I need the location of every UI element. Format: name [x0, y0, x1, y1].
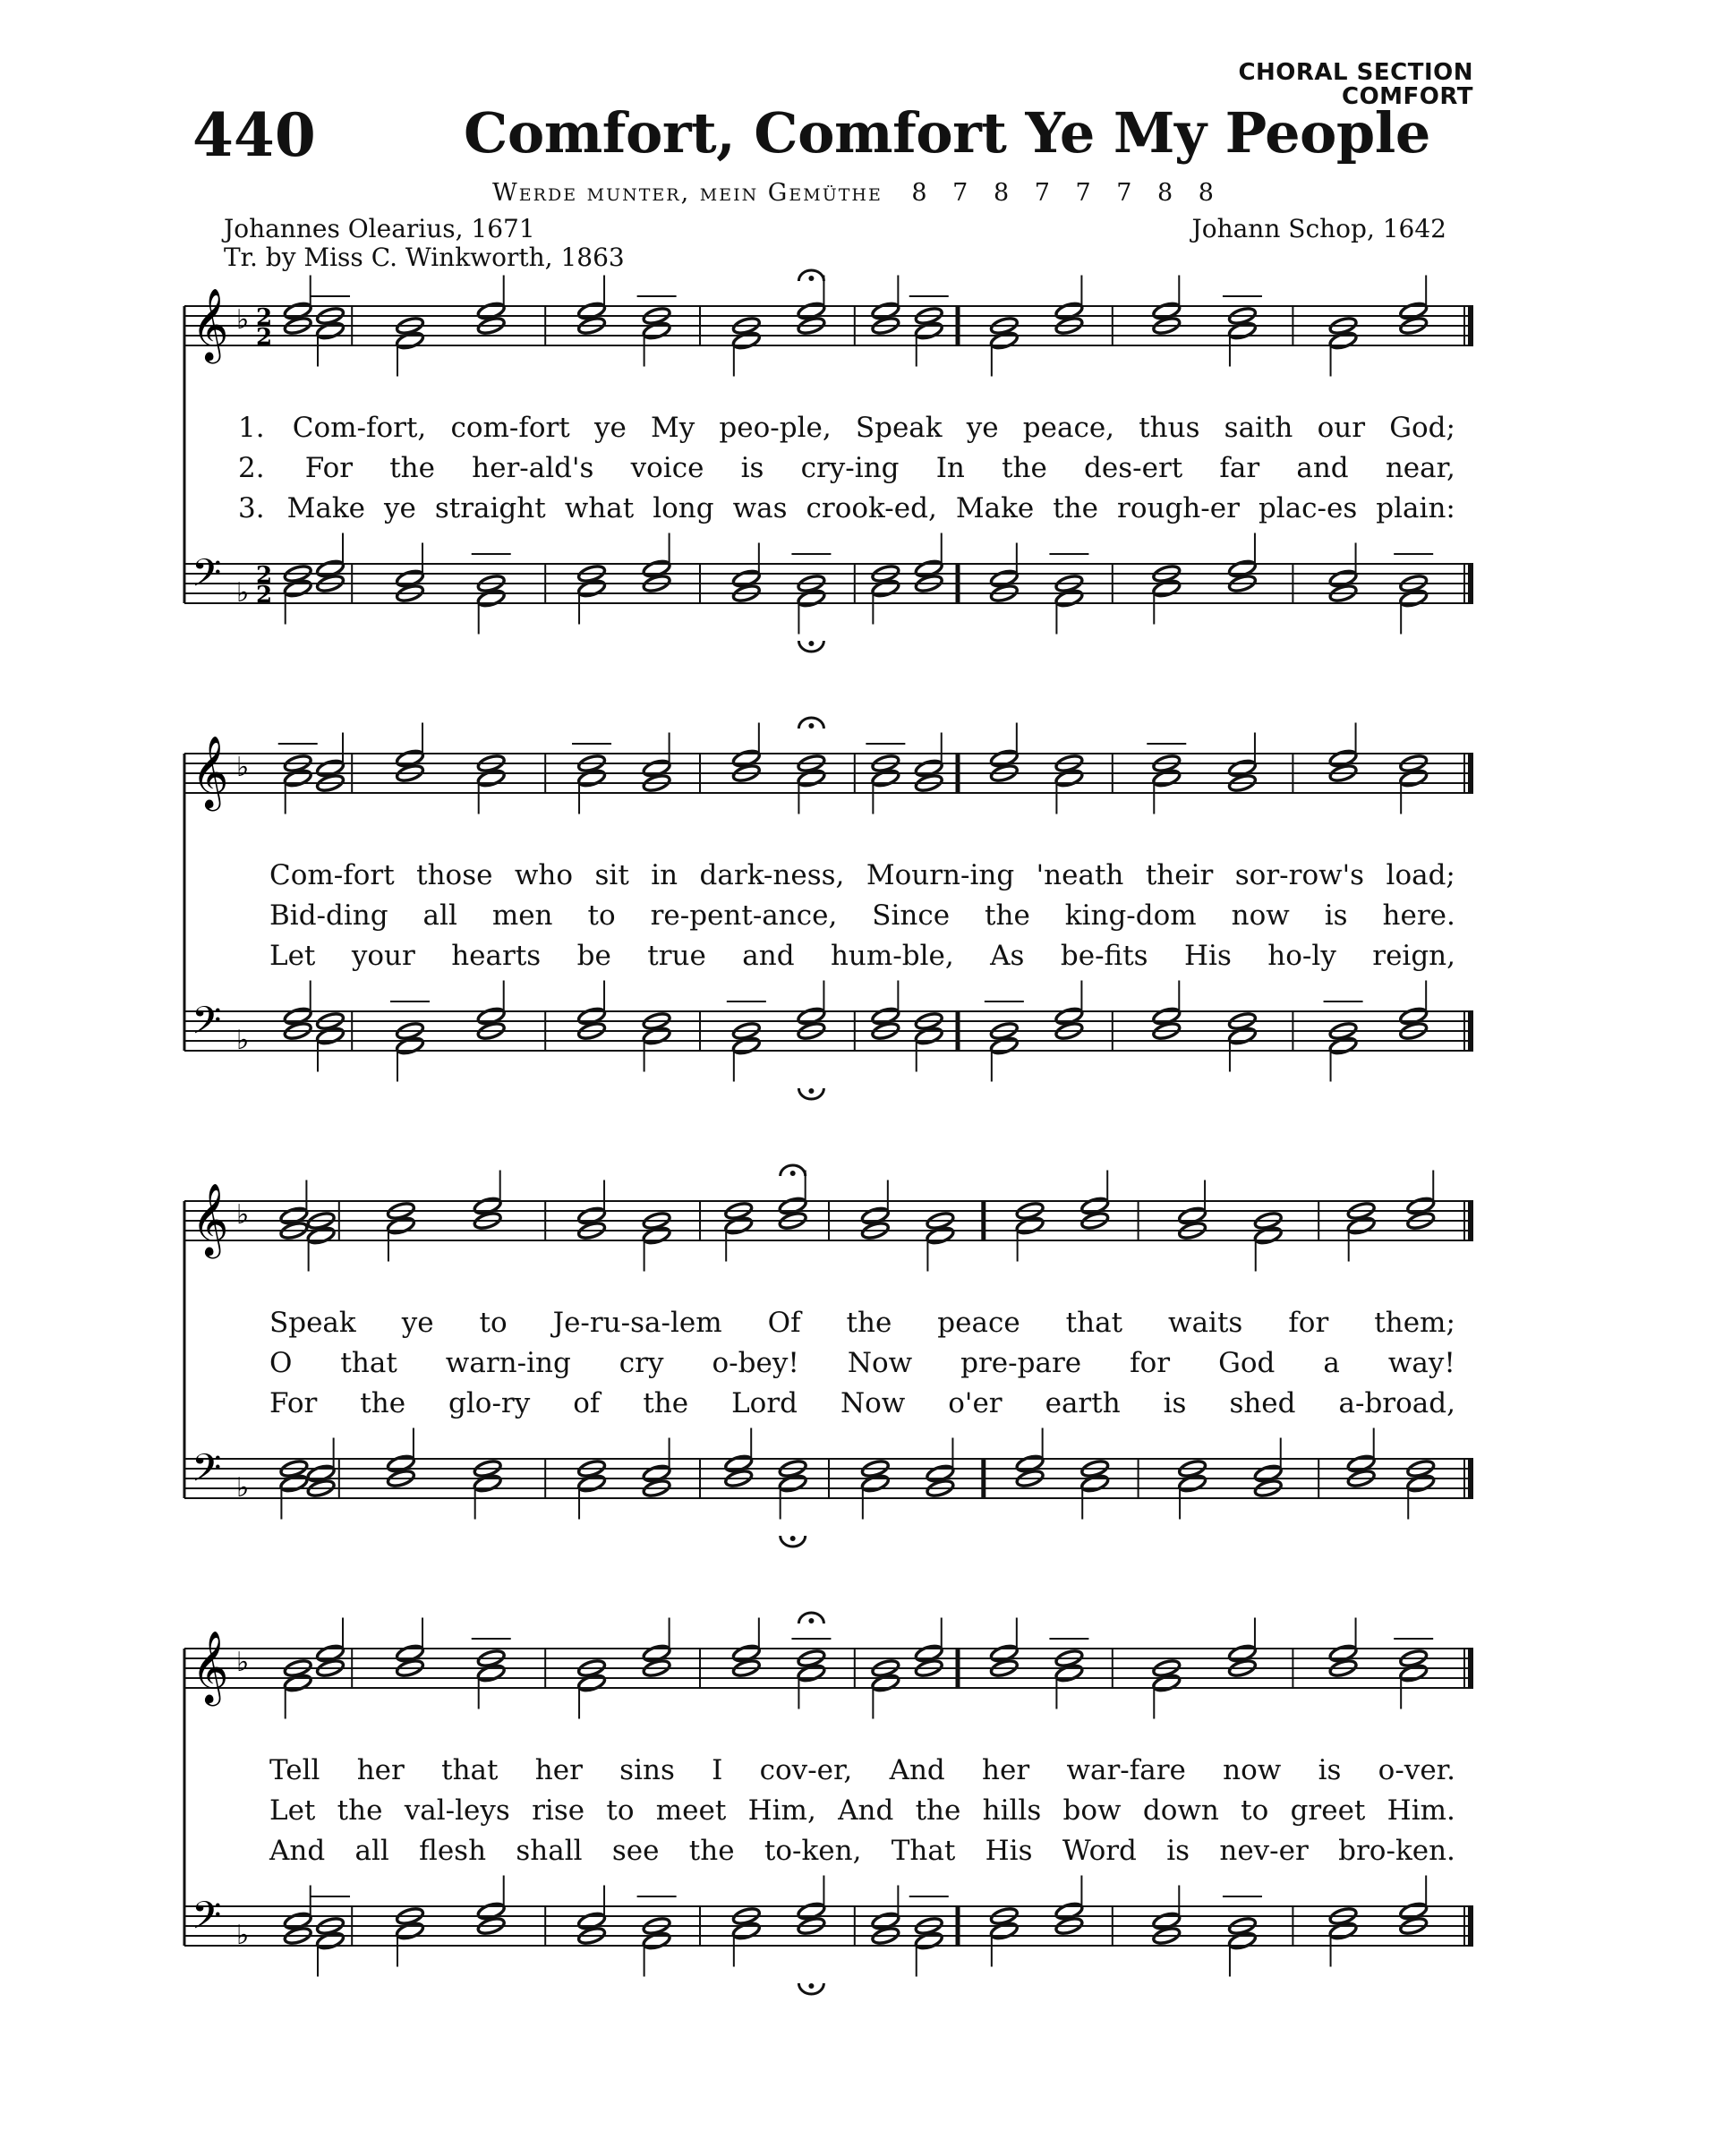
lyric-syllable: And: [838, 1794, 894, 1827]
lyric-syllable: the: [1053, 492, 1098, 524]
treble-clef: 𝄞: [192, 287, 229, 361]
lyric-syllable: for: [1130, 1347, 1171, 1379]
lyric-syllable: the: [643, 1387, 689, 1419]
lyric-syllable: earth: [1045, 1387, 1121, 1419]
bass-staff: [184, 1876, 1473, 1995]
lyric-syllable: Lord: [731, 1387, 798, 1419]
lyric-syllable: be-fits: [1060, 940, 1148, 972]
meter: 8 7 8 7 7 7 8 8: [911, 179, 1223, 207]
fermata-dot: [808, 1983, 814, 1989]
lyric-line: [184, 1794, 1473, 1835]
lyric-syllable: Mourn-ing: [866, 859, 1015, 891]
lyric-syllable: be: [576, 940, 611, 972]
lyric-syllable: your: [351, 940, 415, 972]
lyrics-block: [184, 1754, 1473, 1875]
treble-staff: [184, 1165, 1473, 1272]
lyric-syllable: to-ken,: [764, 1835, 862, 1867]
lyric-syllable: In: [935, 452, 965, 484]
author-credit: Johannes Olearius, 1671: [224, 214, 535, 243]
lyric-syllable: cry: [619, 1347, 664, 1379]
treble-staff: [184, 718, 1473, 814]
lyric-syllable: to: [606, 1794, 635, 1827]
lyric-syllable: waits: [1168, 1307, 1243, 1339]
treble-clef: 𝄞: [192, 1630, 229, 1703]
lyric-syllable: plac-es: [1258, 492, 1358, 524]
lyric-syllable: that: [340, 1347, 397, 1379]
lyric-syllable: her-ald's: [472, 452, 594, 484]
lyric-syllable: com-fort: [450, 412, 570, 444]
lyric-syllable: O: [269, 1347, 293, 1379]
lyric-syllable: Now: [840, 1387, 906, 1419]
lyric-syllable: peace,: [1022, 412, 1115, 444]
lyric-syllable: the: [688, 1835, 735, 1867]
hymn-number: 440: [192, 100, 316, 170]
lyric-line: [184, 412, 1473, 452]
lyric-syllable: a: [1323, 1347, 1340, 1379]
lyric-syllable: peo-ple,: [719, 412, 832, 444]
hymn-title: Comfort, Comfort Ye My People: [464, 100, 1430, 166]
lyric-syllable: our: [1317, 412, 1366, 444]
lyric-syllable: Word: [1062, 1835, 1137, 1867]
lyric-syllable: saith: [1224, 412, 1293, 444]
lyric-line: [184, 940, 1473, 980]
lyric-syllable: and: [1296, 452, 1349, 484]
lyric-syllable: Since: [872, 899, 951, 932]
lyric-line: [184, 492, 1473, 533]
lyric-syllable: Speak: [855, 412, 943, 444]
lyric-line: [184, 1347, 1473, 1387]
treble-clef: 𝄞: [192, 735, 229, 808]
lyric-syllable: Him.: [1387, 1794, 1455, 1827]
verse-number: 3.: [238, 492, 265, 524]
treble-staff: [184, 1613, 1473, 1719]
lyric-syllable: warn-ing: [445, 1347, 571, 1379]
lyric-syllable: long: [653, 492, 714, 524]
lyric-syllable: thus: [1139, 412, 1200, 444]
bass-staff: [184, 1428, 1473, 1547]
treble-staff: [184, 270, 1473, 377]
bass-staff: [184, 981, 1473, 1100]
key-signature-flat: ♭: [236, 1199, 250, 1231]
lyric-syllable: 'neath: [1036, 859, 1124, 891]
lyric-syllable: her: [356, 1754, 405, 1786]
bass-staff: [184, 533, 1473, 652]
lyric-syllable: His: [985, 1835, 1033, 1867]
lyric-syllable: des-ert: [1084, 452, 1183, 484]
lyric-syllable: who: [514, 859, 574, 891]
lyric-syllable: the: [985, 899, 1030, 932]
lyric-syllable: o'er: [948, 1387, 1003, 1419]
fermata-dot: [790, 1536, 796, 1541]
lyric-syllable: Tell: [269, 1754, 320, 1786]
lyric-syllable: Com-fort,: [292, 412, 427, 444]
fermata-dot: [808, 1618, 814, 1623]
lyric-syllable: Com-fort: [269, 859, 395, 891]
treble-clef: 𝄞: [192, 1182, 229, 1256]
fermata-dot: [808, 723, 814, 729]
lyric-syllable: Of: [767, 1307, 801, 1339]
key-signature-flat: ♭: [236, 1472, 250, 1504]
verse-number: 2.: [238, 452, 265, 484]
lyric-syllable: dark-ness,: [699, 859, 845, 891]
lyric-syllable: pre-pare: [960, 1347, 1082, 1379]
lyric-syllable: sins: [619, 1754, 675, 1786]
key-signature-flat: ♭: [236, 1025, 250, 1056]
fermata-dot: [808, 276, 814, 281]
lyric-syllable: flesh: [419, 1835, 487, 1867]
lyric-syllable: God: [1218, 1347, 1276, 1379]
lyric-syllable: her: [534, 1754, 583, 1786]
lyric-syllable: king-dom: [1064, 899, 1197, 932]
lyric-syllable: Bid-ding: [269, 899, 388, 932]
lyrics-block: [184, 1307, 1473, 1427]
lyric-line: [184, 452, 1473, 492]
lyric-line: [184, 1387, 1473, 1427]
lyric-syllable: the: [360, 1387, 406, 1419]
lyric-syllable: plain:: [1376, 492, 1455, 524]
lyric-syllable: ho-ly: [1267, 940, 1336, 972]
text-credits: [224, 215, 625, 272]
lyrics-block: [184, 412, 1473, 533]
lyric-syllable: shed: [1229, 1387, 1296, 1419]
lyric-syllable: the: [337, 1794, 383, 1827]
lyric-syllable: load;: [1386, 859, 1455, 891]
lyric-syllable: That: [891, 1835, 956, 1867]
lyric-syllable: was: [732, 492, 788, 524]
lyric-syllable: down: [1142, 1794, 1219, 1827]
lyric-syllable: Let: [269, 940, 316, 972]
lyric-syllable: rise: [532, 1794, 585, 1827]
key-signature-flat: ♭: [236, 304, 250, 336]
lyric-syllable: what: [564, 492, 635, 524]
lyric-syllable: is: [1163, 1387, 1187, 1419]
lyric-syllable: Je-ru-sa-lem: [552, 1307, 722, 1339]
lyric-line: [184, 1754, 1473, 1794]
lyric-syllable: a-broad,: [1338, 1387, 1455, 1419]
lyric-syllable: bow: [1062, 1794, 1122, 1827]
lyric-syllable: straight: [434, 492, 546, 524]
lyric-syllable: As: [990, 940, 1025, 972]
lyric-syllable: rough-er: [1117, 492, 1240, 524]
lyric-syllable: hum-ble,: [830, 940, 954, 972]
lyric-syllable: For: [269, 1387, 318, 1419]
lyric-syllable: shall: [516, 1835, 583, 1867]
lyric-syllable: far: [1219, 452, 1260, 484]
lyric-syllable: of: [573, 1387, 601, 1419]
time-signature-bottom: 2: [256, 582, 273, 609]
lyric-syllable: and: [742, 940, 795, 972]
verse-number: 1.: [238, 412, 265, 444]
lyric-syllable: val-leys: [404, 1794, 510, 1827]
lyric-syllable: cov-er,: [759, 1754, 853, 1786]
lyric-syllable: the: [389, 452, 435, 484]
lyric-syllable: Speak: [269, 1307, 356, 1339]
lyric-syllable: those: [416, 859, 493, 891]
lyric-syllable: her: [982, 1754, 1030, 1786]
time-signature-top: 2: [256, 562, 273, 589]
lyric-syllable: I: [712, 1754, 723, 1786]
time-signature-top: 2: [256, 304, 273, 331]
lyric-syllable: ye: [401, 1307, 434, 1339]
bass-clef: 𝄢: [192, 1894, 222, 1947]
tune-line: [0, 179, 1715, 207]
lyric-syllable: reign,: [1372, 940, 1455, 972]
lyric-syllable: bro-ken.: [1338, 1835, 1455, 1867]
lyric-syllable: that: [441, 1754, 499, 1786]
lyric-line: [184, 1835, 1473, 1875]
lyric-syllable: to: [479, 1307, 508, 1339]
lyric-syllable: war-fare: [1066, 1754, 1186, 1786]
lyric-syllable: true: [647, 940, 706, 972]
key-signature-flat: ♭: [236, 1920, 250, 1951]
lyric-syllable: voice: [630, 452, 704, 484]
lyric-syllable: And: [889, 1754, 945, 1786]
lyric-syllable: is: [740, 452, 764, 484]
lyric-syllable: now: [1223, 1754, 1282, 1786]
lyric-syllable: ye: [383, 492, 416, 524]
lyric-syllable: God;: [1389, 412, 1455, 444]
tune-name: Werde munter, mein Gemüthe: [492, 179, 883, 207]
bass-clef: 𝄢: [192, 1446, 222, 1500]
lyric-syllable: is: [1166, 1835, 1190, 1867]
lyric-syllable: For: [304, 452, 354, 484]
lyric-syllable: to: [1241, 1794, 1269, 1827]
lyric-syllable: glo-ry: [448, 1387, 531, 1419]
lyric-syllable: re-pent-ance,: [650, 899, 838, 932]
lyric-syllable: the: [1002, 452, 1047, 484]
fermata-dot: [808, 641, 814, 646]
translator-credit: Tr. by Miss C. Winkworth, 1863: [224, 243, 625, 272]
time-signature-bottom: 2: [256, 324, 273, 351]
lyric-syllable: see: [611, 1835, 660, 1867]
lyric-line: [184, 899, 1473, 940]
lyric-syllable: in: [651, 859, 678, 891]
lyric-syllable: that: [1065, 1307, 1123, 1339]
lyric-syllable: to: [587, 899, 616, 932]
key-signature-flat: ♭: [236, 1647, 250, 1678]
lyric-syllable: greet: [1290, 1794, 1366, 1827]
lyric-syllable: crook-ed,: [806, 492, 937, 524]
lyric-syllable: And: [269, 1835, 326, 1867]
bass-clef: 𝄢: [192, 999, 222, 1052]
lyric-syllable: the: [915, 1794, 961, 1827]
lyric-syllable: hills: [982, 1794, 1042, 1827]
lyric-syllable: them;: [1374, 1307, 1455, 1339]
bass-clef: 𝄢: [192, 551, 222, 605]
lyric-syllable: ye: [593, 412, 627, 444]
lyrics-block: [184, 859, 1473, 980]
lyric-syllable: Make: [955, 492, 1035, 524]
lyric-syllable: way!: [1387, 1347, 1455, 1379]
key-signature-flat: ♭: [236, 577, 250, 609]
lyric-syllable: the: [846, 1307, 892, 1339]
lyric-syllable: ye: [966, 412, 999, 444]
composer-credit: Johann Schop, 1642: [1191, 214, 1446, 243]
lyric-syllable: sor-row's: [1234, 859, 1365, 891]
fermata-dot: [808, 1088, 814, 1094]
lyric-syllable: now: [1231, 899, 1290, 932]
lyric-syllable: is: [1324, 899, 1348, 932]
lyric-syllable: peace: [937, 1307, 1020, 1339]
lyric-line: [184, 859, 1473, 899]
lyric-syllable: all: [422, 899, 457, 932]
lyric-syllable: hearts: [451, 940, 542, 972]
lyric-syllable: their: [1145, 859, 1214, 891]
lyric-line: [184, 1307, 1473, 1347]
lyric-syllable: men: [491, 899, 553, 932]
lyric-syllable: Make: [286, 492, 365, 524]
lyric-syllable: all: [354, 1835, 389, 1867]
lyric-syllable: nev-er: [1219, 1835, 1309, 1867]
lyric-syllable: Let: [269, 1794, 316, 1827]
lyric-syllable: My: [650, 412, 695, 444]
subsection-name: COMFORT: [1341, 83, 1473, 110]
lyric-syllable: o-ver.: [1378, 1754, 1455, 1786]
lyric-syllable: His: [1184, 940, 1232, 972]
fermata-dot: [790, 1171, 796, 1176]
lyric-syllable: is: [1318, 1754, 1342, 1786]
lyric-syllable: meet: [655, 1794, 727, 1827]
lyric-syllable: here.: [1382, 899, 1455, 932]
lyric-syllable: Now: [847, 1347, 913, 1379]
lyric-syllable: cry-ing: [800, 452, 900, 484]
lyric-syllable: for: [1288, 1307, 1329, 1339]
lyric-syllable: near,: [1385, 452, 1455, 484]
lyric-syllable: sit: [594, 859, 629, 891]
lyric-syllable: o-bey!: [712, 1347, 799, 1379]
section-name: CHORAL SECTION: [1238, 59, 1473, 86]
key-signature-flat: ♭: [236, 752, 250, 783]
lyric-syllable: Him,: [747, 1794, 816, 1827]
